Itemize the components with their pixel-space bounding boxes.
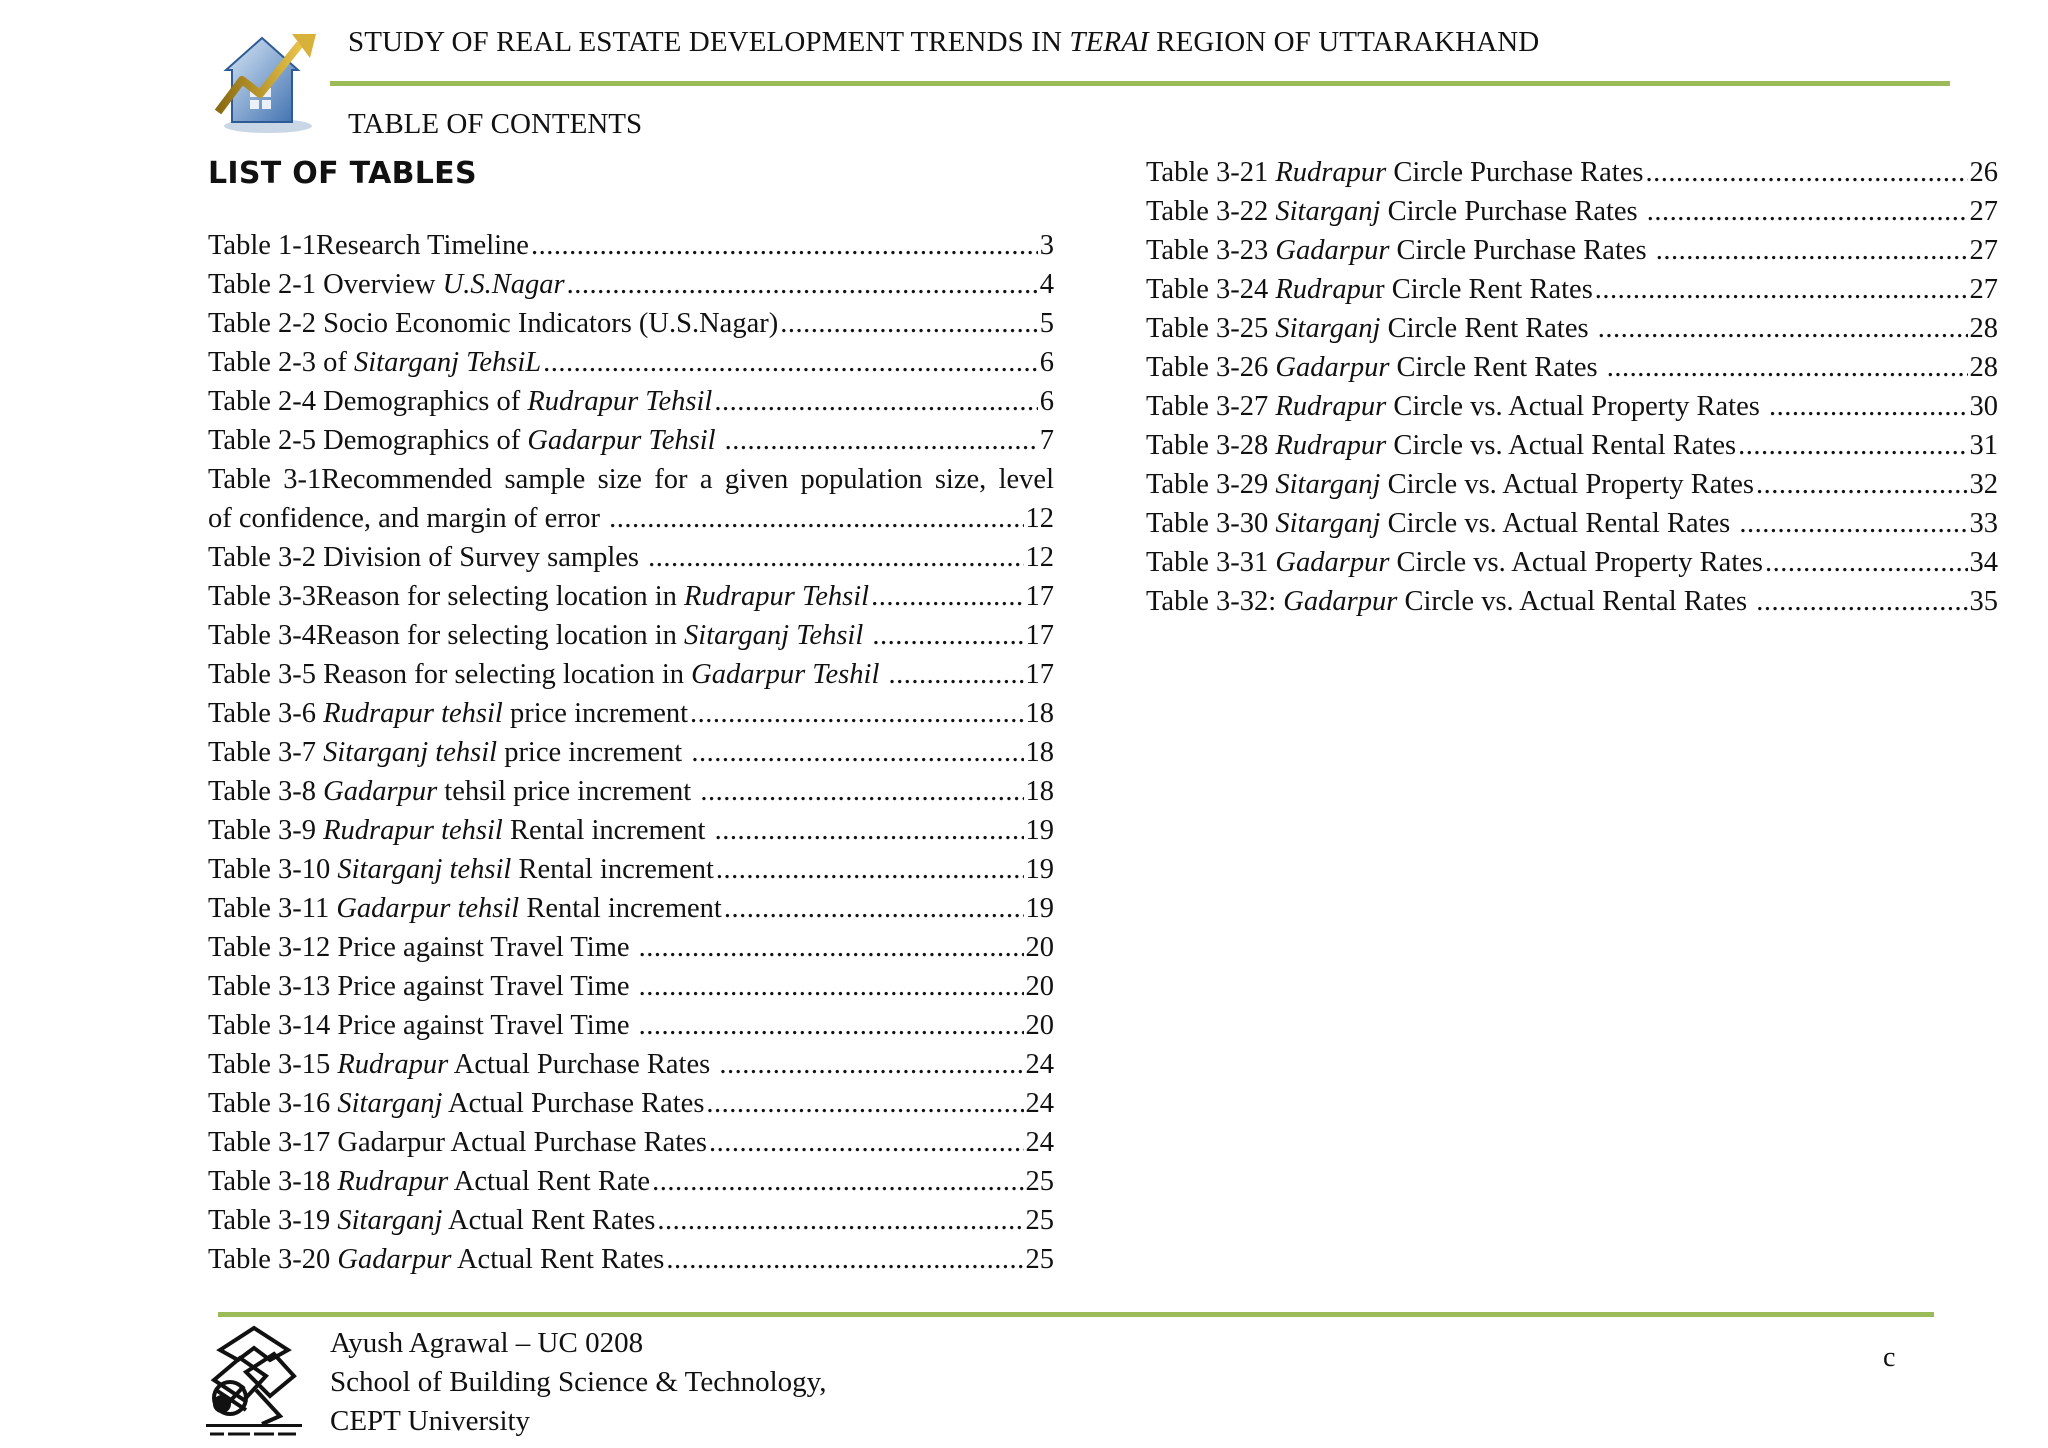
toc-entry-label: Table 3-3Reason for selecting location in Rudrapur Tehsil [208,581,870,612]
toc-entry-page: 19 [1025,854,1054,885]
dot-leader [1598,309,1968,348]
dot-leader [1769,387,1968,426]
dot-leader [690,694,1023,733]
toc-entry-page: 5 [1039,308,1054,339]
toc-entry[interactable] [208,1201,1054,1240]
dot-leader [719,1045,1023,1084]
toc-entry-page: 28 [1969,313,1998,344]
toc-entry-page: 31 [1969,430,1998,461]
toc-entry-page: 28 [1969,352,1998,383]
toc-entry[interactable] [208,694,1054,733]
toc-entry[interactable] [208,967,1054,1006]
section-label: TABLE OF CONTENTS [348,108,643,140]
dot-leader [1607,348,1968,387]
toc-entry-label: Table 3-30 Sitarganj Circle vs. Actual Rental Rates [1146,508,1738,539]
toc-entry-label: Table 3-20 Gadarpur Actual Rent Rates [208,1244,665,1275]
footer-university: CEPT University [330,1405,531,1437]
toc-entry-label: Table 2-4 Demographics of Rudrapur Tehsil [208,386,713,417]
dot-leader [543,343,1038,382]
dot-leader [1739,504,1967,543]
dot-leader [639,1006,1024,1045]
toc-entry-label: Table 3-9 Rudrapur tehsil Rental increment [208,815,713,846]
footer-school: School of Building Science & Technology, [330,1366,827,1398]
toc-entry[interactable] [208,1006,1054,1045]
toc-entry-page: 20 [1025,932,1054,963]
dot-leader [1645,153,1967,192]
toc-entry-label: Table 3-23 Gadarpur Circle Purchase Rates [1146,235,1654,266]
toc-entry[interactable] [208,499,1054,538]
toc-entry-page: 33 [1969,508,1998,539]
toc-entry[interactable] [208,304,1054,343]
dot-leader [871,577,1023,616]
dot-leader [652,1162,1023,1201]
toc-entry[interactable] [208,343,1054,382]
toc-entry[interactable] [208,421,1054,460]
toc-entry[interactable] [1146,231,1998,270]
footer-credits [330,1324,827,1441]
toc-entry[interactable] [208,1045,1054,1084]
dot-leader [706,1084,1023,1123]
toc-entry-label: Table 3-25 Sitarganj Circle Rent Rates [1146,313,1596,344]
cept-university-emblem-icon [200,1320,308,1440]
toc-entry[interactable] [1146,504,1998,543]
toc-entry[interactable] [1146,153,1998,192]
toc-entry-label: Table 3-12 Price against Travel Time [208,932,637,963]
dot-leader [716,850,1024,889]
toc-entry-label: Table 3-26 Gadarpur Circle Rent Rates [1146,352,1605,383]
toc-entry-page: 7 [1039,425,1054,456]
toc-entry-page: 6 [1039,347,1054,378]
toc-entry-label: Table 3-11 Gadarpur tehsil Rental increment [208,893,722,924]
dot-leader [724,889,1024,928]
toc-entry[interactable] [1146,465,1998,504]
toc-entry-page: 19 [1025,815,1054,846]
toc-entry[interactable] [208,928,1054,967]
toc-entry-page: 18 [1025,698,1054,729]
toc-entry-label: Table 3-13 Price against Travel Time [208,971,637,1002]
toc-entry-page: 27 [1969,196,1998,227]
dot-leader [639,967,1024,1006]
dot-leader [609,499,1023,538]
toc-entry-page: 24 [1025,1127,1054,1158]
dot-leader [725,421,1038,460]
toc-entry[interactable] [208,616,1054,655]
toc-entry-label: Table 3-24 Rudrapur Circle Rent Rates [1146,274,1593,305]
toc-entry[interactable] [208,538,1054,577]
toc-entry-label: Table 3-29 Sitarganj Circle vs. Actual Property Rates [1146,469,1755,500]
toc-entry[interactable] [208,733,1054,772]
toc-entry-label: Table 3-7 Sitarganj tehsil price increment [208,737,690,768]
toc-entry-page: 19 [1025,893,1054,924]
toc-entry-page: 35 [1969,586,1998,617]
toc-entry[interactable] [208,1084,1054,1123]
toc-entry-page: 4 [1039,269,1054,300]
toc-entry-label: Table 2-1 Overview U.S.Nagar [208,269,565,300]
header-rule [330,81,1950,86]
dot-leader [648,538,1023,577]
toc-entry-label: Table 2-5 Demographics of Gadarpur Tehsil [208,425,716,456]
dot-leader [780,304,1038,343]
dot-leader [1595,270,1968,309]
dot-leader [715,811,1024,850]
toc-entry[interactable] [208,850,1054,889]
toc-entry[interactable] [208,889,1054,928]
toc-entry-label: Table 3-18 Rudrapur Actual Rent Rate [208,1166,651,1197]
toc-entry-label: Table 2-2 Socio Economic Indicators (U.S.Nagar) [208,308,779,339]
toc-entry-page: 6 [1039,386,1054,417]
dot-leader [691,733,1023,772]
toc-entry[interactable] [1146,348,1998,387]
toc-entry[interactable] [208,1162,1054,1201]
toc-entry-label: Table 3-16 Sitarganj Actual Purchase Rates [208,1088,705,1119]
toc-entry[interactable] [1146,192,1998,231]
toc-entry-page: 30 [1969,391,1998,422]
toc-entry-page: 25 [1025,1166,1054,1197]
toc-entry-label: Table 3-14 Price against Travel Time [208,1010,637,1041]
toc-entry-label: Table 3-31 Gadarpur Circle vs. Actual Property Rates [1146,547,1763,578]
toc-right-column [1146,153,1998,621]
toc-left-column [208,226,1054,1279]
toc-entry-label: Table 3-15 Rudrapur Actual Purchase Rates [208,1049,718,1080]
toc-entry-label: Table 3-17 Gadarpur Actual Purchase Rates [208,1127,707,1158]
toc-entry-page: 32 [1969,469,1998,500]
footer-author: Ayush Agrawal – UC 0208 [330,1327,644,1359]
dot-leader [657,1201,1023,1240]
toc-entry[interactable] [1146,387,1998,426]
house-with-rising-arrow-icon [212,26,330,138]
toc-entry-label: Table 3-27 Rudrapur Circle vs. Actual Property Rates [1146,391,1767,422]
toc-entry[interactable] [1146,426,1998,465]
toc-entry-page: 20 [1025,1010,1054,1041]
page-number: c [1883,1342,1896,1373]
toc-entry-label: Table 3-32: Gadarpur Circle vs. Actual Rental Rates [1146,586,1755,617]
toc-entry-label: Table 3-19 Sitarganj Actual Rent Rates [208,1205,656,1236]
toc-entry-page: 24 [1025,1088,1054,1119]
dot-leader [1738,426,1967,465]
dot-leader [888,655,1023,694]
dot-leader [1765,543,1968,582]
toc-entry-label: Table 3-22 Sitarganj Circle Purchase Rates [1146,196,1645,227]
toc-entry-label: Table 2-3 of Sitarganj TehsiL [208,347,542,378]
toc-entry-page: 12 [1025,542,1054,573]
toc-entry-page: 26 [1969,157,1998,188]
dot-leader [1647,192,1968,231]
toc-entry-label: of confidence, and margin of error [208,503,608,534]
dot-leader [1656,231,1968,270]
dot-leader [700,772,1023,811]
toc-entry-page: 17 [1025,659,1054,690]
toc-entry-page: 20 [1025,971,1054,1002]
toc-entry-page: 18 [1025,776,1054,807]
toc-entry[interactable] [208,772,1054,811]
toc-entry-label: Table 3-4Reason for selecting location in Sitarganj Tehsil [208,620,864,651]
toc-entry[interactable] [1146,543,1998,582]
toc-entry-page: 24 [1025,1049,1054,1080]
toc-entry-page: 18 [1025,737,1054,768]
toc-entry-label: Table 1-1Research Timeline [208,230,529,261]
toc-entry-label: Table 3-6 Rudrapur tehsil price increment [208,698,689,729]
toc-entry[interactable] [208,811,1054,850]
toc-entry-label: Table 3-21 Rudrapur Circle Purchase Rates [1146,157,1644,188]
dot-leader [709,1123,1024,1162]
dot-leader [872,616,1023,655]
list-of-tables-heading: LIST OF TABLES [208,156,477,191]
toc-entry-page: 17 [1025,620,1054,651]
toc-entry-page: 25 [1025,1205,1054,1236]
toc-entry[interactable] [1146,582,1998,621]
dot-leader [1756,582,1967,621]
toc-entry-page: 17 [1025,581,1054,612]
document-title: STUDY OF REAL ESTATE DEVELOPMENT TRENDS IN TERAI REGION OF UTTARAKHAND [348,26,1540,58]
footer-rule [218,1312,1934,1317]
toc-entry[interactable] [208,1240,1054,1279]
toc-entry-label: Table 3-2 Division of Survey samples [208,542,647,573]
toc-entry-label: Table 3-1Recommended sample size for a given population size, level [208,464,1054,495]
toc-entry-label: Table 3-10 Sitarganj tehsil Rental increment [208,854,714,885]
toc-entry-page: 3 [1039,230,1054,261]
dot-leader [567,265,1038,304]
toc-entry[interactable] [208,382,1054,421]
toc-entry-label: Table 3-5 Reason for selecting location in Gadarpur Teshil [208,659,880,690]
toc-entry-page: 25 [1025,1244,1054,1275]
toc-entry-wrap-line[interactable] [208,460,1054,499]
dot-leader [714,382,1037,421]
toc-entry[interactable] [208,226,1054,265]
toc-entry-page: 27 [1969,274,1998,305]
toc-entry-label: Table 3-8 Gadarpur tehsil price increment [208,776,699,807]
dot-leader [1756,465,1967,504]
toc-entry[interactable] [208,655,1054,694]
toc-entry[interactable] [208,577,1054,616]
toc-entry-page: 27 [1969,235,1998,266]
toc-entry-label: Table 3-28 Rudrapur Circle vs. Actual Rental Rates [1146,430,1737,461]
dot-leader [531,226,1038,265]
toc-entry-page: 12 [1025,503,1054,534]
toc-entry[interactable] [1146,270,1998,309]
toc-entry[interactable] [1146,309,1998,348]
toc-entry[interactable] [208,1123,1054,1162]
dot-leader [639,928,1024,967]
toc-entry[interactable] [208,265,1054,304]
toc-entry-page: 34 [1969,547,1998,578]
dot-leader [666,1240,1023,1279]
